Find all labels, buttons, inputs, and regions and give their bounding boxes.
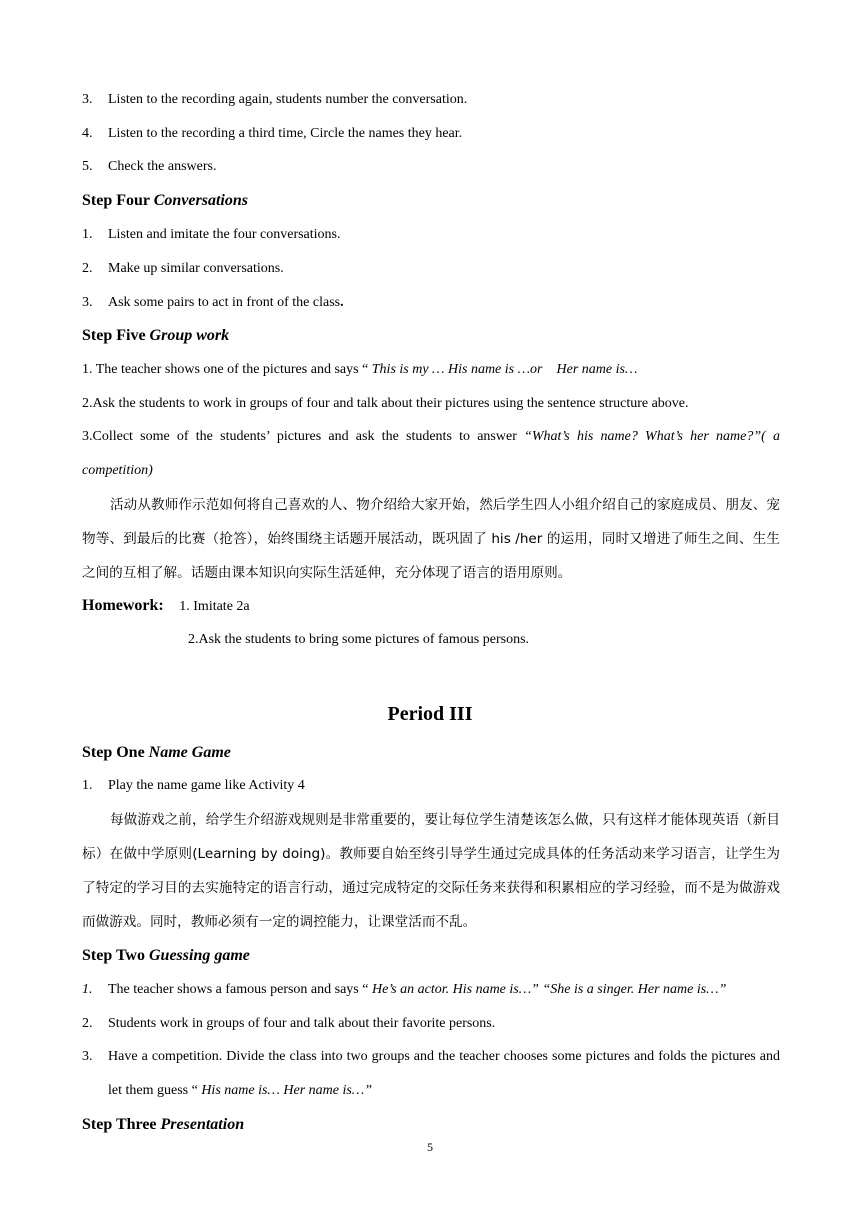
list-item: 4. Listen to the recording a third time, Circle the names they hear. (82, 126, 463, 141)
list-item: 3. Have a competition. Divide the class into two groups and the teacher chooses some pictures and folds the pictures and let them guess “ His name is… Her name is…” (82, 1049, 780, 1098)
list-item: 1. The teacher shows a famous person and says “ He’s an actor. His name is…” “She is a singer. Her name is…” (82, 982, 727, 997)
list-item: 1. Play the name game like Activity 4 (82, 778, 305, 793)
list-item: 2. Make up similar conversations. (82, 261, 284, 276)
list-item: 3.Collect some of the students’ pictures and ask the students to answer “What’s his name? What’s her name?”( a competition) (82, 429, 780, 478)
period-title: Period III (387, 703, 473, 725)
page-number: 5 (427, 1140, 433, 1154)
commentary-paragraph: 每做游戏之前，给学生介绍游戏规则是非常重要的，要让每位学生清楚该怎么做，只有这样才能体现英语（新目标）在做中学原则(Learning by doing)。教师要自始至终引导学生通过完成具体的任务活动来学习语言，让学生为了特定的学习目的去实施特定的语言行动，通过完成特定的交际任务来获得和积累相应的学习经验，而不是为做游戏而做游戏。同时，教师必须有一定的调控能力，让课堂活而不乱。 (82, 812, 780, 930)
list-item: 2. Students work in groups of four and talk about their favorite persons. (82, 1016, 496, 1031)
list-item: 1. Listen and imitate the four conversations. (82, 227, 341, 242)
step-two-heading: Step Two Guessing game (82, 947, 250, 964)
list-item: 3. Ask some pairs to act in front of the class. (82, 295, 344, 310)
list-item: 3. Listen to the recording again, students number the conversation. (82, 92, 468, 107)
step-one-heading: Step One Name Game (82, 744, 231, 761)
homework-label: Homework: (82, 597, 164, 614)
list-item: 2.Ask the students to bring some pictures of famous persons. (188, 632, 530, 647)
step-three-heading: Step Three Presentation (82, 1116, 245, 1133)
step-five-heading: Step Five Group work (82, 327, 230, 344)
list-item: 5. Check the answers. (82, 159, 217, 174)
list-item: 1. The teacher shows one of the pictures and says “ This is my … His name is …or Her name is… (82, 362, 638, 377)
commentary-paragraph: 活动从教师作示范如何将自己喜欢的人、物介绍给大家开始，然后学生四人小组介绍自己的家庭成员、朋友、宠物等、到最后的比赛（抢答），始终围绕主话题开展活动，既巩固了 his /her 的运用，同时又增进了师生之间、生生之间的互相了解。话题由课本知识向实际生活延伸，充分体现了语言的语用原则。 (82, 497, 780, 581)
step-four-heading: Step Four Conversations (82, 192, 248, 209)
homework-block: Homework: 1. Imitate 2a (82, 597, 250, 614)
list-item: 2.Ask the students to work in groups of four and talk about their pictures using the sentence structure above. (82, 396, 689, 411)
